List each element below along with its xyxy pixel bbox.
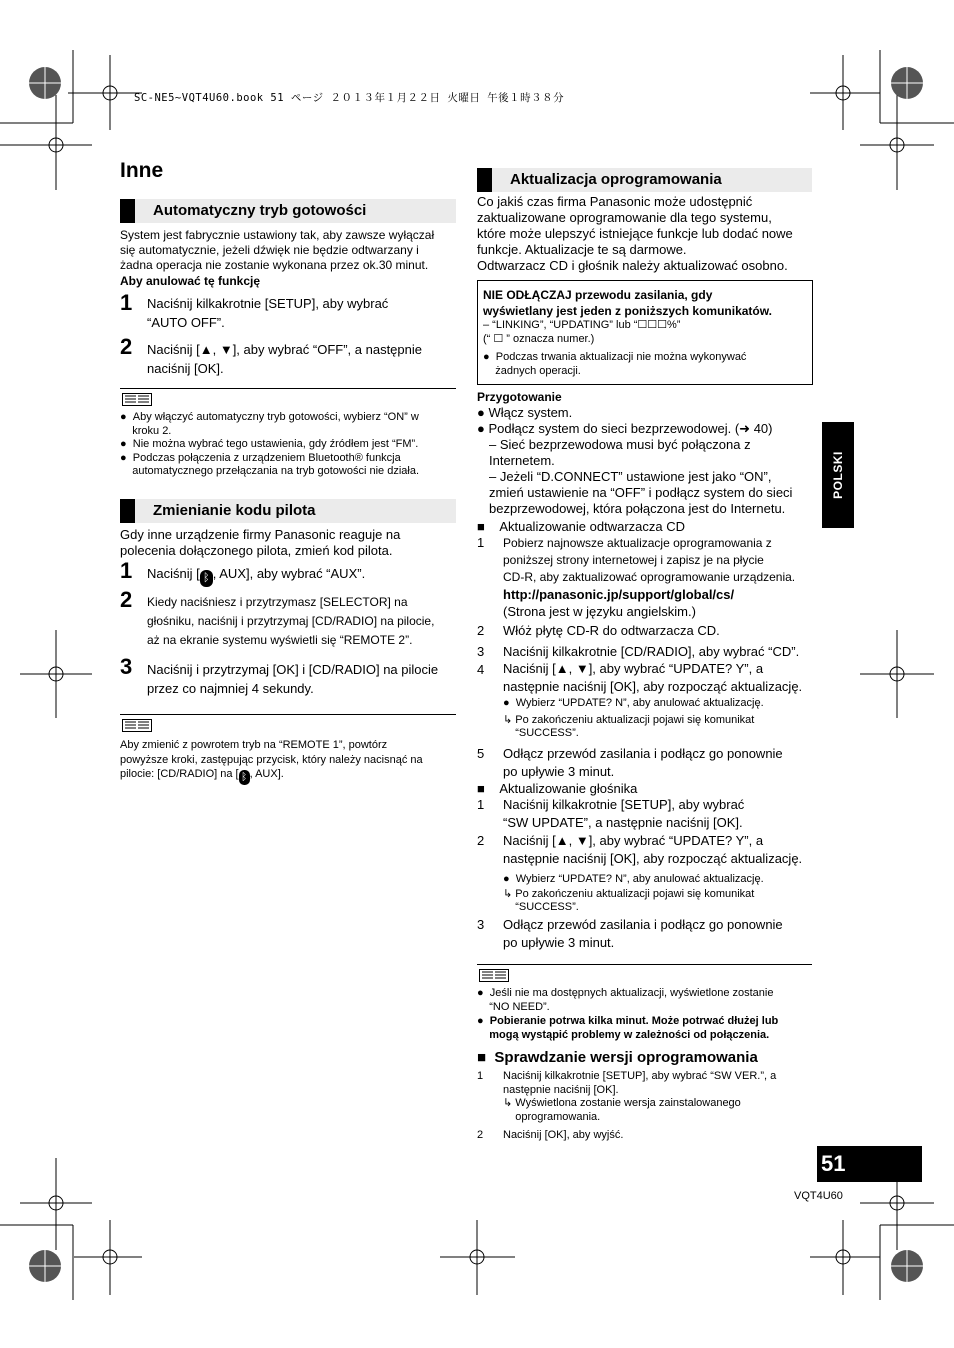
cd-update-step-3: Naciśnij kilkakrotnie [CD/RADIO], aby wybrać “CD”. (503, 644, 800, 659)
step-number: 3 (477, 917, 485, 932)
step-number: 3 (120, 654, 133, 679)
cd-update-heading: ■ Aktualizowanie odtwarzacza CD (477, 519, 686, 534)
step-number: 4 (477, 662, 485, 677)
firmware-notes: ● Jeśli nie ma dostępnych aktualizacji, wyświetlone zostanie “NO NEED”. ● Pobieranie potrwa kilka minut. Może potrwać dłużej lub mogą wystąpić problemy w zależności od połączenia. (477, 987, 779, 1041)
divider (120, 714, 456, 715)
book-header: SC-NE5~VQT4U60.book 51 ページ ２０１３年１月２２日 火曜日 午後１時３８分 (134, 92, 565, 104)
cd-update-step-2: Włóż płytę CD-R do odtwarzacza CD. (503, 623, 720, 638)
divider (120, 388, 456, 389)
page-number: 51 (817, 1146, 922, 1182)
step-number: 1 (477, 1070, 484, 1082)
bluetooth-icon: ᛒ (239, 770, 250, 785)
step-number: 2 (477, 833, 485, 848)
auto-standby-step-2: Naciśnij [▲, ▼], aby wybrać “OFF”, a następnie naciśnij [OK]. (147, 342, 422, 376)
remote-code-step-3: Naciśnij i przytrzymaj [OK] i [CD/RADIO] na pilocie przez co najmniej 4 sekundy. (147, 662, 439, 696)
cd-update-step-5: Odłącz przewód zasilania i podłącz go ponownie po upływie 3 minut. (503, 746, 783, 779)
preparation-label: Przygotowanie (477, 390, 562, 404)
warning-box: NIE ODŁĄCZAJ przewodu zasilania, gdy wyświetlany jest jeden z poniższych komunikatów. – “LINKING”, “UPDATING” lub “☐☐☐%” (“ ☐ ” oznacza numer.) ● Podczas trwania aktualizacji nie można wykonywać żadnych operacji. (477, 280, 813, 385)
step-number: 2 (477, 623, 485, 638)
remote-code-step-1: Naciśnij [ ᛒ , AUX], aby wybrać “AUX”. (147, 564, 365, 587)
section-remote-code-heading: Zmienianie kodu pilota (120, 499, 456, 523)
support-url-link[interactable]: http://panasonic.jp/support/global/cs/ (503, 587, 735, 602)
remote-code-note: Aby zmienić z powrotem tryb na “REMOTE 1”, powtórz powyższe kroki, zastępując przycisk, który należy nacisnąć na pilocie: [CD/RADIO] na [ ᛒ , AUX]. (120, 739, 423, 783)
firmware-intro: Co jakiś czas firma Panasonic może udostępnić zaktualizowane oprogramowanie dla tego systemu, które może ulepszyć istniejące funkcje lub dodać nowe funkcje. Aktualizacje te są darmowe. Odtwarzacz CD i głośnik należy aktualizować osobno. (477, 194, 793, 273)
speaker-update-step-2: Naciśnij [▲, ▼], aby wybrać “UPDATE? Y”, a następnie naciśnij [OK], aby rozpocząć aktualizację. (503, 833, 803, 866)
auto-standby-step-1: Naciśnij kilkakrotnie [SETUP], aby wybrać “AUTO OFF”. (147, 296, 389, 330)
speaker-update-step-1: Naciśnij kilkakrotnie [SETUP], aby wybrać “SW UPDATE”, a następnie naciśnij [OK]. (503, 797, 745, 830)
cd-update-step-4: Naciśnij [▲, ▼], aby wybrać “UPDATE? Y”, a następnie naciśnij [OK], aby rozpocząć aktualizację. (503, 661, 803, 694)
step-number: 3 (477, 644, 485, 659)
step-number: 1 (120, 290, 133, 315)
bluetooth-icon: ᛒ (200, 570, 213, 587)
list-item: ● Podczas połączenia z urządzeniem Bluetooth® funkcja automatycznego przełączania na tryb gotowości nie działa. (120, 451, 420, 477)
note-book-icon (122, 719, 152, 732)
remote-code-step-2: Kiedy naciśniesz i przytrzymasz [SELECTOR] na głośniku, naciśnij i przytrzymaj [CD/RADIO] na pilocie, aż na ekranie systemu wyświetli się “REMOTE 2”. (147, 595, 435, 647)
step-number: 1 (120, 558, 133, 583)
step-number: 2 (477, 1129, 484, 1141)
list-item: ● Nie można wybrać tego ustawienia, gdy źródłem jest “FM”. (120, 438, 419, 450)
version-check-step-1: Naciśnij kilkakrotnie [SETUP], aby wybrać “SW VER.”, a następnie naciśnij [OK]. ↳ Wyświetlona zostanie wersja zainstalowanego oprogramowania. (503, 1070, 777, 1123)
language-tab: POLSKI (822, 422, 854, 528)
auto-standby-intro: System jest fabrycznie ustawiony tak, aby zawsze wyłączał się automatycznie, jeżeli dźwięk nie będzie odtwarzany i żadna operacja nie zostanie wykonana przez ok.30 minut. (120, 228, 435, 272)
speaker-update-heading: ■ Aktualizowanie głośnika (477, 781, 638, 796)
divider (477, 964, 812, 965)
version-check-step-2: Naciśnij [OK], aby wyjść. (503, 1129, 624, 1141)
auto-standby-notes (120, 411, 460, 479)
note-book-icon (479, 969, 509, 982)
version-check-heading: ■ Sprawdzanie wersji oprogramowania (477, 1049, 758, 1066)
step-number: 1 (477, 535, 485, 550)
note-book-icon (122, 393, 152, 406)
speaker-update-step-3: Odłącz przewód zasilania i podłącz go ponownie po upływie 3 minut. (503, 917, 783, 950)
remote-code-intro: Gdy inne urządzenie firmy Panasonic reaguje na polecenia dołączonego pilota, zmień kod pilota. (120, 527, 401, 558)
cd-update-step-4-notes: ● Wybierz “UPDATE? N”, aby anulować aktualizację. ↳ Po zakończeniu aktualizacji pojawi się komunikat “SUCCESS”. (503, 697, 764, 739)
section-auto-standby-heading: Automatyczny tryb gotowości (120, 199, 456, 223)
document-code: VQT4U60 (794, 1190, 843, 1202)
preparation-list: ● Włącz system. ● Podłącz system do sieci bezprzewodowej. (➜ 40) – Sieć bezprzewodowa musi być połączona z Internetem. – Jeżeli “D.CONNECT” ustawione jest jako “ON”, zmień ustawienie na “OFF” i podłącz system do sieci bezprzewodowej, która połączona jest do Internetu. (477, 405, 793, 516)
list-item: ● Aby włączyć automatyczny tryb gotowości, wybierz “ON” w kroku 2. (120, 411, 419, 437)
step-number: 2 (120, 334, 133, 359)
step-number: 5 (477, 746, 485, 761)
step-number: 1 (477, 797, 485, 812)
speaker-update-step-2-notes: ● Wybierz “UPDATE? N”, aby anulować aktualizację. ↳ Po zakończeniu aktualizacji pojawi się komunikat “SUCCESS”. (503, 873, 764, 913)
page-title: Inne (120, 159, 164, 182)
step-number: 2 (120, 587, 133, 612)
cd-update-step-1: Pobierz najnowsze aktualizacje oprogramowania z poniższej strony internetowej i zapisz je na płycie CD-R, aby zaktualizować oprogramowanie urządzenia. http://panasonic.jp/support/global/cs/ (Strona jest w języku angielskim.) (503, 536, 796, 619)
section-firmware-heading: Aktualizacja oprogramowania (477, 168, 812, 192)
cancel-function-label: Aby anulować tę funkcję (120, 274, 261, 288)
